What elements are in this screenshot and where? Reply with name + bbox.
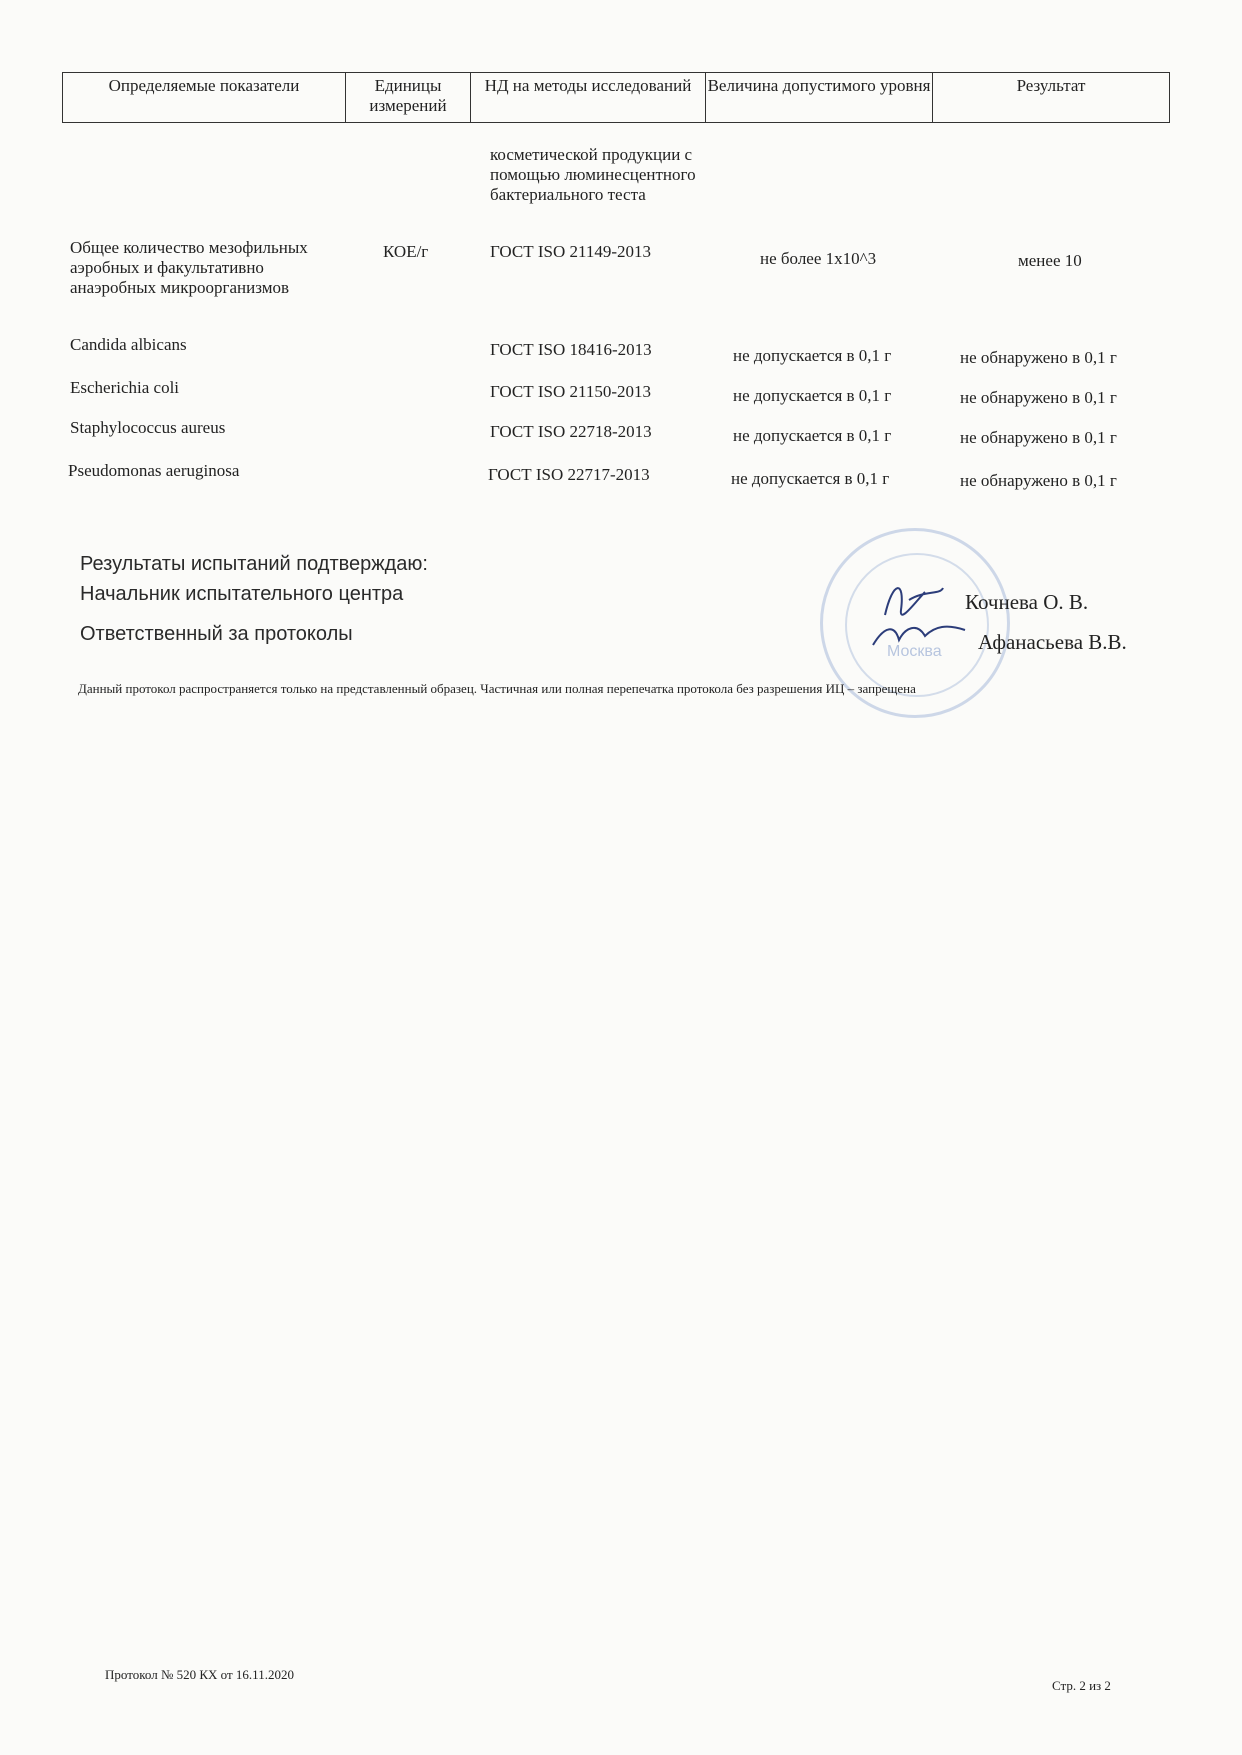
row4-limit: не допускается в 0,1 г (733, 426, 892, 445)
row3-result: не обнаружено в 0,1 г (960, 388, 1117, 407)
signatory-name-1: Кочнева О. В. (965, 590, 1089, 614)
table-header (62, 72, 1170, 123)
row2-method: ГОСТ ISO 18416-2013 (490, 340, 652, 359)
row2-limit: не допускается в 0,1 г (733, 346, 892, 365)
header-indicator: Определяемые показатели (63, 73, 346, 122)
header-unit: Единицы измерений (346, 73, 471, 122)
footer-page-number: Стр. 2 из 2 (1052, 1678, 1111, 1693)
header-result: Результат (1016, 76, 1086, 95)
row1-limit: не более 1х10^3 (760, 249, 877, 268)
row4-indicator: Staphylococcus aureus (70, 418, 226, 437)
row1-method: ГОСТ ISO 21149-2013 (490, 242, 652, 261)
row4-result: не обнаружено в 0,1 г (960, 428, 1117, 447)
footer-protocol: Протокол № 520 КХ от 16.11.2020 (105, 1667, 294, 1682)
signatory-name-2: Афанасьева В.В. (978, 630, 1127, 654)
row5-result: не обнаружено в 0,1 г (960, 471, 1117, 490)
row2-indicator: Candida albicans (70, 335, 187, 354)
row1-indicator: Общее количество мезофильных аэробных и факультативно анаэробных микроорганизмов (70, 238, 308, 297)
confirmation-line3: Ответственный за протоколы (80, 623, 353, 645)
stamp-text: Москва (887, 643, 942, 660)
signature-image (865, 570, 975, 650)
header-method: НД на методы исследований (471, 73, 706, 122)
row1-method-prefix: косметической продукции с помощью люминесцентного бактериального теста (490, 145, 696, 204)
header-limit: Величина допустимого уровня (706, 73, 933, 122)
row5-limit: не допускается в 0,1 г (731, 469, 890, 488)
row1-unit: КОЕ/г (383, 242, 429, 261)
row3-method: ГОСТ ISO 21150-2013 (490, 382, 652, 401)
row2-result: не обнаружено в 0,1 г (960, 348, 1117, 367)
row3-indicator: Escherichia coli (70, 378, 180, 397)
row5-method: ГОСТ ISO 22717-2013 (488, 465, 650, 484)
disclaimer-text: Данный протокол распространяется только на представленный образец. Частичная или полная перепечатка протокола без разрешения ИЦ – запрещена (78, 681, 916, 696)
row5-indicator: Pseudomonas aeruginosa (68, 461, 240, 480)
row3-limit: не допускается в 0,1 г (733, 386, 892, 405)
row1-result: менее 10 (1018, 251, 1082, 270)
confirmation-line2: Начальник испытательного центра (80, 583, 404, 605)
row4-method: ГОСТ ISO 22718-2013 (490, 422, 652, 441)
confirmation-line1: Результаты испытаний подтверждаю: (80, 553, 428, 575)
